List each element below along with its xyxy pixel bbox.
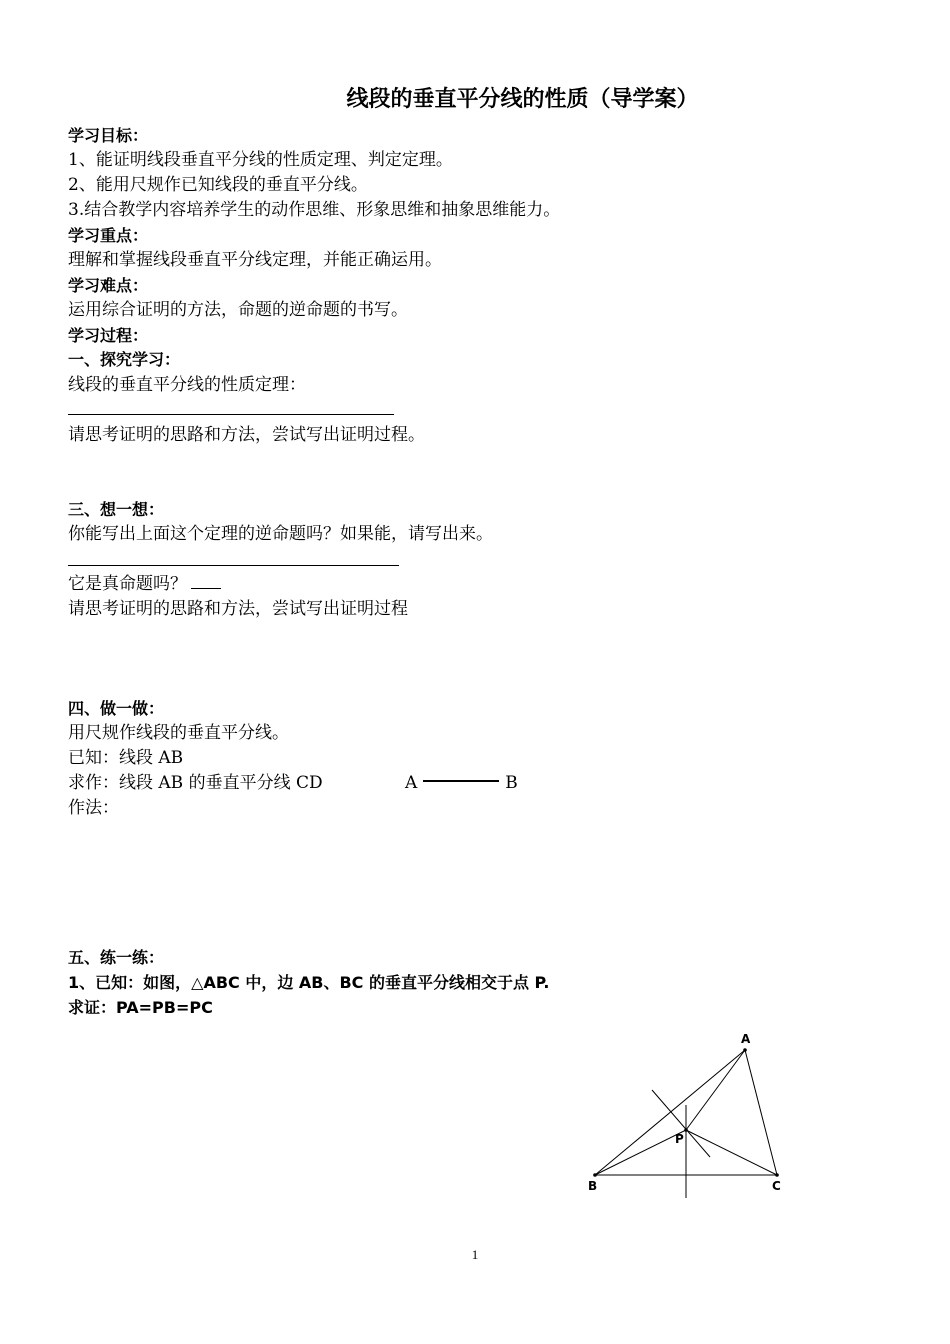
key-text: 理解和掌握线段垂直平分线定理，并能正确运用。 bbox=[68, 250, 442, 270]
vertex-b bbox=[593, 1173, 597, 1177]
segment-pc bbox=[686, 1130, 777, 1175]
section1-line1: 线段的垂直平分线的性质定理： bbox=[68, 375, 306, 395]
objectives-heading: 学习目标： bbox=[68, 126, 149, 145]
label-a: A bbox=[741, 1032, 751, 1046]
vertex-c bbox=[775, 1173, 779, 1177]
section5-problem: 1、已知：如图，△ABC 中，边 AB、BC 的垂直平分线相交于点 P. bbox=[68, 973, 550, 992]
section1-heading: 一、探究学习： bbox=[68, 350, 181, 369]
segment-pa bbox=[686, 1050, 745, 1130]
section5-heading: 五、练一练： bbox=[68, 948, 165, 967]
segment-label-a: A bbox=[405, 773, 418, 793]
section3-line2: 它是真命题吗？ bbox=[68, 574, 187, 594]
objective-3: 3.结合教学内容培养学生的动作思维、形象思维和抽象思维能力。 bbox=[68, 200, 561, 220]
page-title: 线段的垂直平分线的性质（导学案） bbox=[346, 87, 699, 112]
section1-line2: 请思考证明的思路和方法，尝试写出证明过程。 bbox=[68, 425, 425, 445]
section5-prove: 求证：PA=PB=PC bbox=[68, 998, 213, 1017]
point-p bbox=[684, 1128, 688, 1132]
section4-given: 已知：线段 AB bbox=[68, 748, 184, 768]
process-heading: 学习过程： bbox=[68, 326, 149, 345]
section4-method: 作法： bbox=[68, 798, 119, 818]
difficulty-heading: 学习难点： bbox=[68, 276, 149, 295]
label-p: P bbox=[675, 1132, 684, 1146]
section3-line1: 你能写出上面这个定理的逆命题吗？如果能，请写出来。 bbox=[68, 524, 493, 544]
side-ab bbox=[595, 1050, 745, 1175]
page-number: 1 bbox=[471, 1247, 479, 1262]
objective-1: 1、能证明线段垂直平分线的性质定理、判定定理。 bbox=[68, 150, 453, 170]
section3-line3: 请思考证明的思路和方法，尝试写出证明过程 bbox=[68, 599, 408, 619]
vertex-a bbox=[743, 1048, 747, 1052]
section4-line1: 用尺规作线段的垂直平分线。 bbox=[68, 723, 289, 743]
section4-construct: 求作：线段 AB 的垂直平分线 CD bbox=[68, 773, 323, 793]
key-heading: 学习重点： bbox=[68, 226, 149, 245]
section3-heading: 三、想一想： bbox=[68, 500, 165, 519]
label-b: B bbox=[588, 1179, 598, 1193]
section4-heading: 四、做一做： bbox=[68, 699, 165, 718]
side-ac bbox=[745, 1050, 777, 1175]
difficulty-text: 运用综合证明的方法，命题的逆命题的书写。 bbox=[68, 300, 408, 320]
label-c: C bbox=[772, 1179, 781, 1193]
segment-label-b: B bbox=[505, 773, 518, 793]
objective-2: 2、能用尺规作已知线段的垂直平分线。 bbox=[68, 175, 368, 195]
perpendicular-bisector-ab bbox=[652, 1090, 710, 1157]
